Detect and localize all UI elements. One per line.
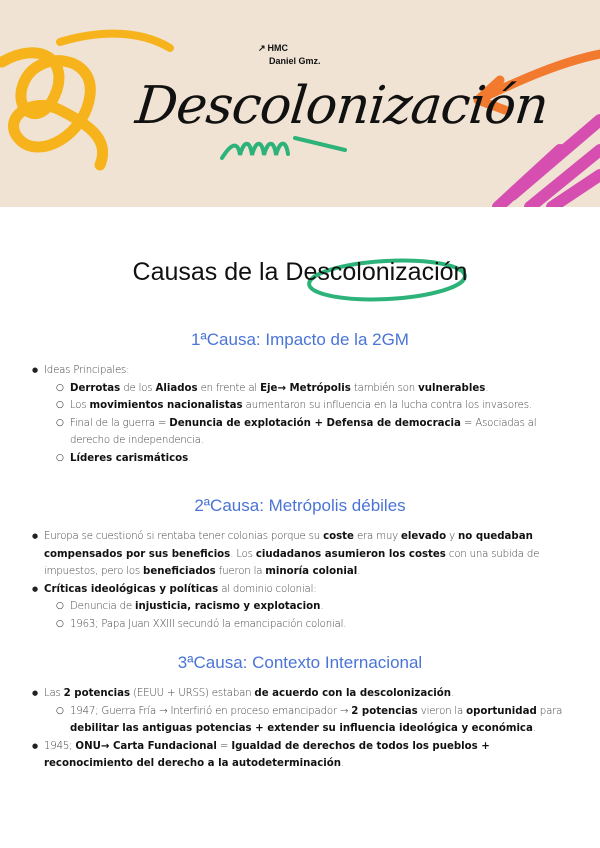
author-line1: HMC bbox=[267, 43, 289, 53]
list-item: ● Europa se cuestionó si rentaba tener colonias porque su coste era muy elevado y no quedaban compensados por sus beneficios. Los ciudadanos asumieron los costes con una subida de impuestos, pero los beneficiados fueron la minoría colonial. bbox=[26, 528, 574, 581]
banner-title: Descolonización bbox=[132, 76, 551, 136]
list-item: ● Las 2 potencias (EEUU + URSS) estaban de acuerdo con la descolonización. bbox=[26, 685, 574, 703]
yellow-scribble bbox=[2, 53, 103, 165]
author-line2: Daniel Gmz. bbox=[269, 56, 321, 66]
section-heading-2: 2ªCausa: Metrópolis débiles bbox=[194, 496, 406, 515]
green-stroke bbox=[295, 138, 345, 150]
list-item: ○ Líderes carismáticos. bbox=[26, 450, 574, 468]
list-item: ○ Derrotas de los Aliados en frente al Eje→ Metrópolis también son vulnerables. bbox=[26, 380, 574, 398]
list-item: ○ Denuncia de injusticia, racismo y explotacion. bbox=[26, 598, 574, 616]
list-item: ● Ideas Principales: bbox=[26, 362, 574, 380]
list-item: ● 1945; ONU→ Carta Fundacional = Igualdad de derechos de todos los pueblos + reconocimiento del derecho a la autodeterminación. bbox=[26, 738, 574, 773]
yellow-stroke bbox=[60, 34, 170, 48]
author-block bbox=[258, 42, 321, 68]
list-item: ○ 1947; Guerra Fría → Interfirió en proceso emancipador → 2 potencias vieron la oportunidad para debilitar las antiguas potencias + extender su influencia ideológica y económica. bbox=[26, 703, 574, 738]
list-item: ○ Final de la guerra = Denuncia de explotación + Defensa de democracia = Asociadas al derecho de independencia. bbox=[26, 415, 574, 450]
list-item: ● Críticas ideológicas y políticas al dominio colonial: bbox=[26, 581, 574, 599]
section-2-list bbox=[26, 528, 574, 633]
green-squiggle bbox=[222, 144, 288, 158]
page-title: Causas de la Descolonización bbox=[132, 258, 468, 286]
section-heading-3: 3ªCausa: Contexto Internacional bbox=[177, 653, 423, 672]
section-heading-1: 1ªCausa: Impacto de la 2GM bbox=[191, 330, 409, 349]
arrow-north-east-icon: ↗ bbox=[258, 43, 266, 53]
section-3-list bbox=[26, 685, 574, 773]
header-banner bbox=[0, 0, 600, 207]
list-item: ○ 1963; Papa Juan XXIII secundó la emancipación colonial. bbox=[26, 616, 574, 634]
section-1-list bbox=[26, 362, 574, 467]
list-item: ○ Los movimientos nacionalistas aumentaron su influencia en la lucha contra los invasores. bbox=[26, 397, 574, 415]
